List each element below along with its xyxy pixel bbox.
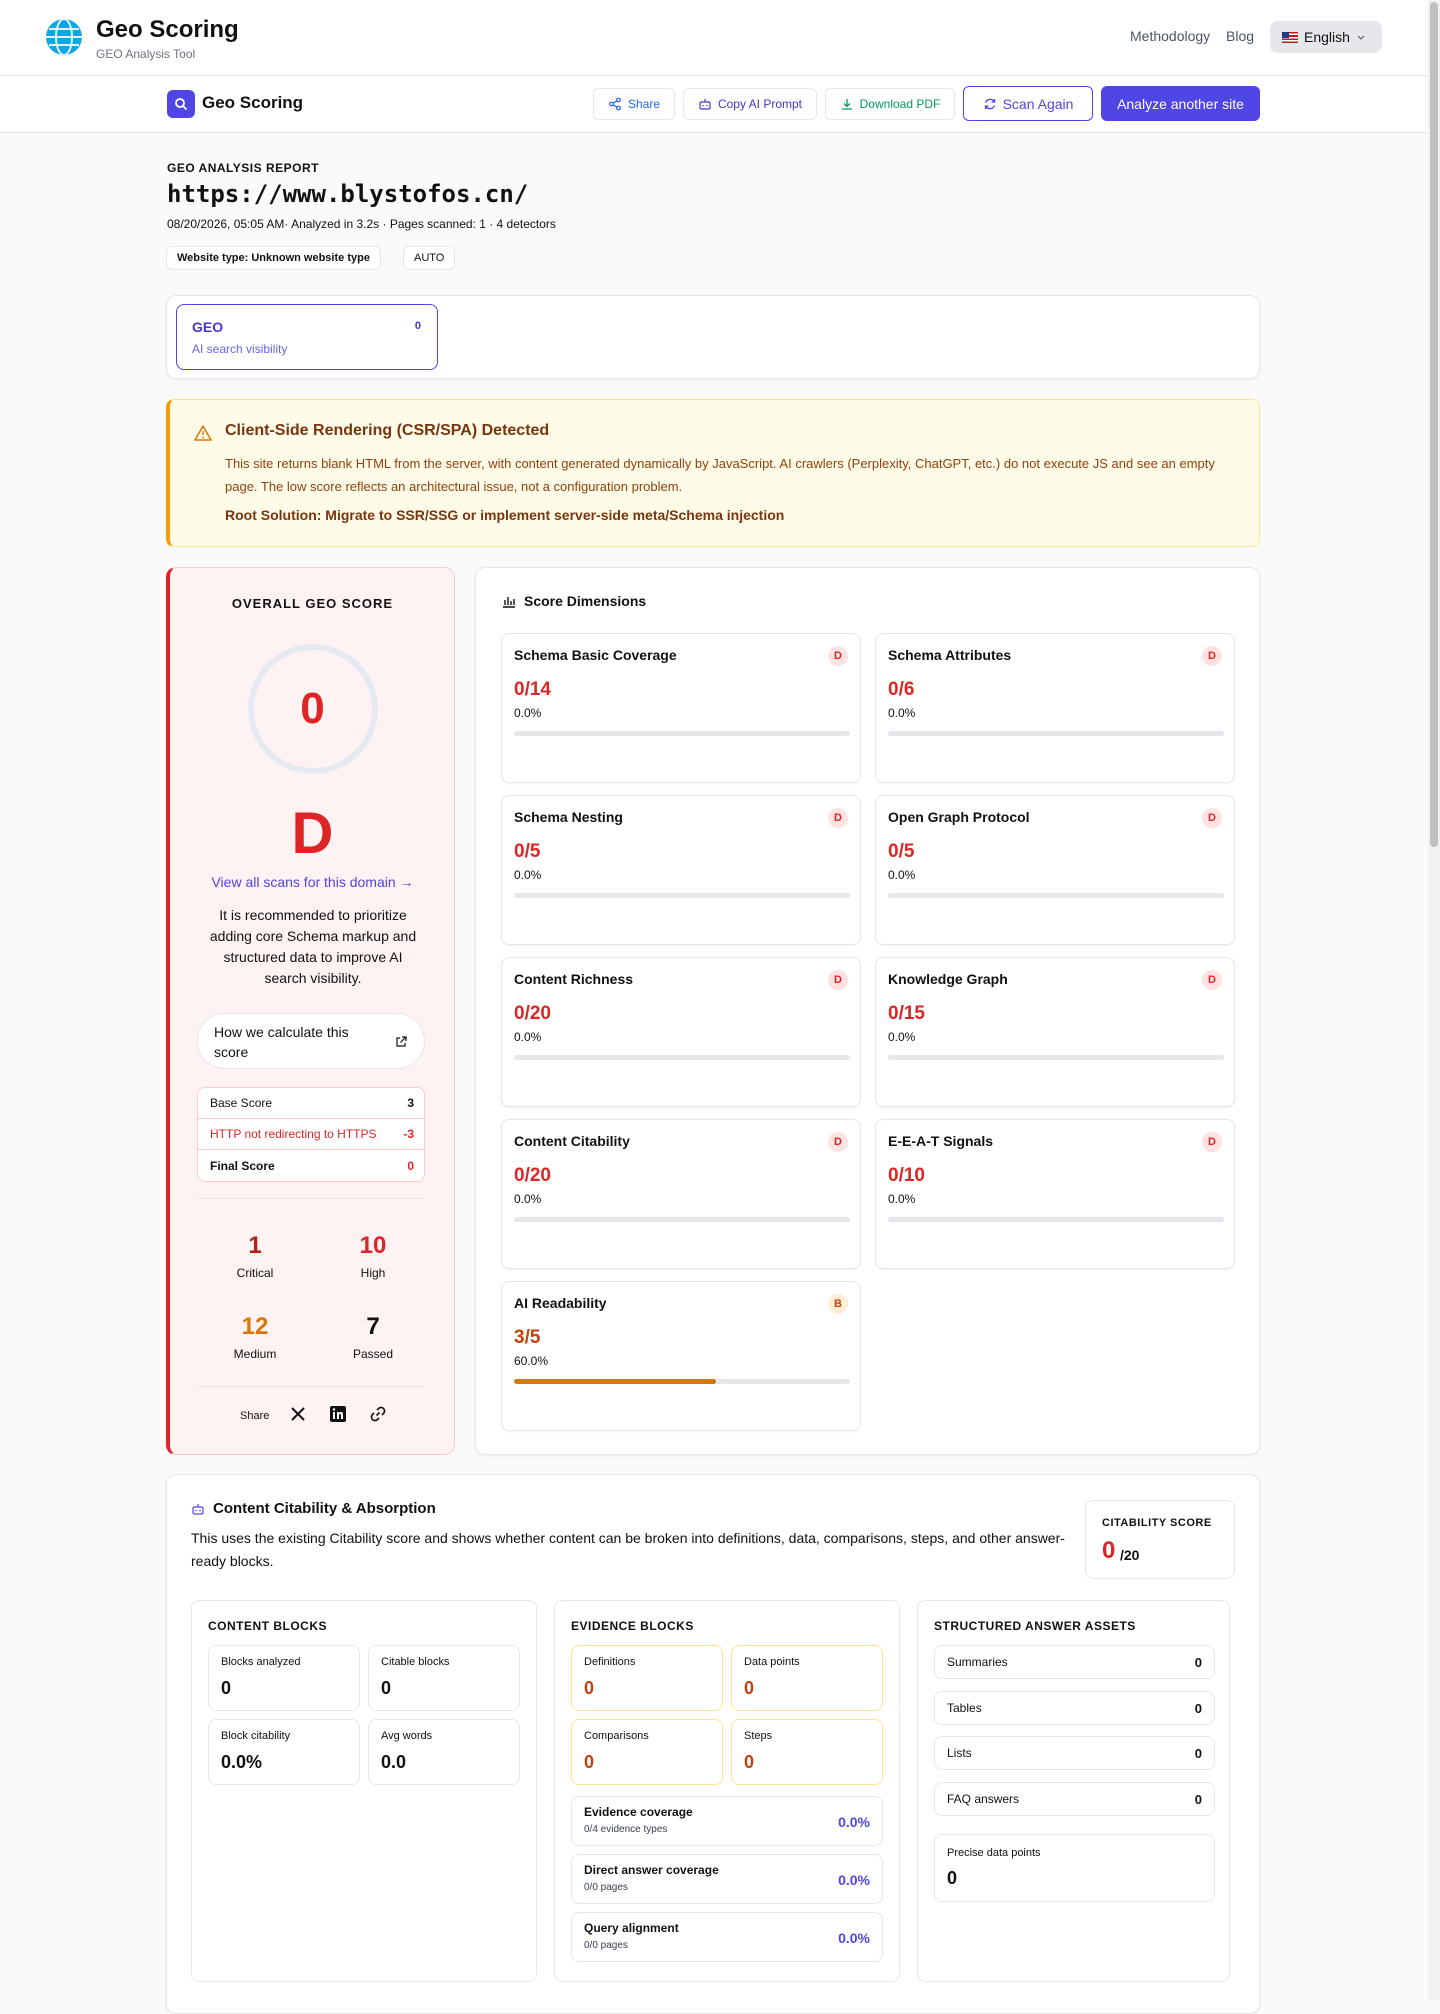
score-dimensions-card bbox=[475, 567, 1260, 1455]
report-url: https://www.blystofos.cn/ bbox=[167, 180, 529, 208]
metric-label: Blocks analyzed bbox=[221, 1656, 301, 1668]
dimension-grade-badge: D bbox=[1202, 1132, 1222, 1152]
scan-again-label: Scan Again bbox=[1002, 95, 1074, 112]
query-alignment-row bbox=[571, 1912, 883, 1962]
dimension-percent: 60.0% bbox=[514, 1354, 549, 1368]
breakdown-label: Base Score bbox=[210, 1096, 273, 1110]
analyze-label: Analyze another site bbox=[1117, 95, 1244, 112]
score-dimensions-title: Score Dimensions bbox=[524, 593, 647, 609]
asset-label: Tables bbox=[947, 1701, 982, 1715]
report-kicker: GEO ANALYSIS REPORT bbox=[167, 161, 319, 175]
dimension-name: Schema Nesting bbox=[514, 809, 623, 825]
dimension-score: 0/14 bbox=[514, 679, 551, 700]
breakdown-value: -3 bbox=[403, 1127, 414, 1141]
structured-assets-title: STRUCTURED ANSWER ASSETS bbox=[934, 1619, 1136, 1633]
dimension-name: AI Readability bbox=[514, 1295, 607, 1311]
robot-icon bbox=[191, 1502, 205, 1516]
dimension-card bbox=[501, 957, 861, 1107]
dimension-card bbox=[501, 795, 861, 945]
dimension-grade-badge: D bbox=[1202, 808, 1222, 828]
tab-geo[interactable] bbox=[176, 304, 438, 370]
dimension-card bbox=[875, 957, 1235, 1107]
metric-steps bbox=[731, 1719, 883, 1785]
warning-triangle-icon bbox=[194, 424, 212, 442]
dimension-grade-badge: D bbox=[1202, 646, 1222, 666]
dimension-percent: 0.0% bbox=[514, 1192, 542, 1206]
csr-warning-banner bbox=[166, 399, 1260, 547]
chevron-down-icon bbox=[1356, 32, 1366, 42]
warning-title: Client-Side Rendering (CSR/SPA) Detected bbox=[225, 422, 550, 439]
dimension-grade-badge: D bbox=[828, 1132, 848, 1152]
breakdown-label: Final Score bbox=[210, 1158, 275, 1173]
metric-value: 0 bbox=[381, 1678, 392, 1698]
coverage-label: Direct answer coverage bbox=[584, 1863, 719, 1877]
share-label: Share bbox=[240, 1410, 270, 1422]
dimension-percent: 0.0% bbox=[514, 1030, 542, 1044]
dimension-name: E-E-A-T Signals bbox=[888, 1133, 994, 1149]
metric-data-points bbox=[731, 1645, 883, 1711]
citability-score-box bbox=[1085, 1500, 1235, 1579]
report-toolbar bbox=[0, 77, 1428, 133]
dimension-progress-bar bbox=[888, 1217, 1224, 1222]
overall-score-value: 0 bbox=[300, 684, 325, 733]
dimension-score: 0/10 bbox=[888, 1165, 925, 1186]
search-logo-icon bbox=[167, 90, 195, 118]
dimension-grade-badge: D bbox=[1202, 970, 1222, 990]
metric-label: Avg words bbox=[381, 1730, 433, 1742]
stat-label: High bbox=[360, 1266, 386, 1280]
share-label: Share bbox=[627, 97, 661, 111]
overall-score-card bbox=[166, 567, 455, 1455]
nav-blog[interactable]: Blog bbox=[1226, 28, 1255, 44]
dimension-score: 0/20 bbox=[514, 1003, 551, 1024]
metric-label: Definitions bbox=[584, 1656, 636, 1668]
dimension-name: Schema Basic Coverage bbox=[514, 647, 677, 663]
metric-label: Steps bbox=[744, 1730, 773, 1742]
coverage-sub: 0/4 evidence types bbox=[584, 1824, 668, 1835]
warning-body: This site returns blank HTML from the server, with content generated dynamically by JavaScript. AI crawlers (Perplexity, ChatGPT, etc.) do not execute JS and see an empty page. The low score reflects an architectural issue, not a configuration problem. bbox=[225, 456, 1215, 494]
dimension-score: 0/5 bbox=[888, 841, 915, 862]
asset-tables bbox=[934, 1691, 1215, 1725]
refresh-icon bbox=[983, 97, 997, 111]
report-meta: 08/20/2026, 05:05 AM· Analyzed in 3.2s · Pages scanned: 1 · 4 detectors bbox=[167, 217, 556, 231]
content-blocks-panel bbox=[191, 1600, 537, 1982]
dimension-card bbox=[875, 1119, 1235, 1269]
metric-value: 0 bbox=[744, 1752, 755, 1772]
citability-description: This uses the existing Citability score and shows whether content can be broken into definitions, data, comparisons, steps, and other answer-ready blocks. bbox=[191, 1530, 1065, 1569]
metric-avg-words bbox=[368, 1719, 520, 1785]
dimension-progress-bar bbox=[888, 1055, 1224, 1060]
stat-label: Critical bbox=[236, 1266, 274, 1280]
link-icon[interactable] bbox=[368, 1404, 388, 1424]
app-title[interactable]: Geo Scoring bbox=[96, 16, 239, 43]
stat-critical bbox=[200, 1232, 310, 1280]
dimension-percent: 0.0% bbox=[888, 1192, 916, 1206]
metric-citable-blocks bbox=[368, 1645, 520, 1711]
dimension-percent: 0.0% bbox=[888, 1030, 916, 1044]
coverage-sub: 0/0 pages bbox=[584, 1940, 628, 1951]
external-link-icon bbox=[394, 1035, 408, 1049]
warning-solution: Root Solution: Migrate to SSR/SSG or implement server-side meta/Schema injection bbox=[225, 507, 785, 523]
metric-value: 0.0 bbox=[381, 1752, 407, 1772]
asset-summaries bbox=[934, 1645, 1215, 1679]
dimension-card bbox=[501, 1119, 861, 1269]
metric-value: 0 bbox=[744, 1678, 755, 1698]
asset-value: 0 bbox=[1194, 1745, 1202, 1761]
coverage-value: 0.0% bbox=[838, 1814, 870, 1830]
dimension-progress-bar bbox=[514, 1217, 850, 1222]
dimension-progress-bar bbox=[888, 893, 1224, 898]
dimension-score: 3/5 bbox=[514, 1327, 541, 1348]
stat-high bbox=[318, 1232, 428, 1280]
robot-icon bbox=[698, 97, 712, 111]
coverage-sub: 0/0 pages bbox=[584, 1882, 628, 1893]
score-breakdown-table bbox=[197, 1087, 425, 1182]
top-header bbox=[0, 0, 1428, 76]
stat-passed bbox=[318, 1313, 428, 1361]
download-pdf-label: Download PDF bbox=[859, 97, 941, 111]
dimension-progress-bar bbox=[514, 1379, 850, 1384]
metric-comparisons bbox=[571, 1719, 723, 1785]
language-label: English bbox=[1304, 29, 1350, 45]
dimension-progress-bar bbox=[514, 1055, 850, 1060]
breakdown-value: 3 bbox=[407, 1096, 414, 1110]
score-dimensions-header bbox=[502, 593, 646, 609]
toolbar-title[interactable]: Geo Scoring bbox=[202, 93, 304, 112]
asset-precise-data-points bbox=[934, 1834, 1215, 1902]
asset-value: 0 bbox=[947, 1868, 958, 1888]
tab-geo-score: 0 bbox=[414, 320, 421, 332]
us-flag-icon bbox=[1282, 32, 1298, 43]
dimension-name: Open Graph Protocol bbox=[888, 809, 1030, 825]
stat-value: 7 bbox=[366, 1313, 380, 1340]
evidence-blocks-panel bbox=[554, 1600, 900, 1982]
stat-value: 1 bbox=[248, 1232, 262, 1259]
stat-value: 10 bbox=[359, 1232, 387, 1259]
dimension-card bbox=[501, 1281, 861, 1431]
metric-value: 0 bbox=[584, 1752, 595, 1772]
citability-card bbox=[166, 1474, 1260, 2014]
dimension-name: Content Richness bbox=[514, 971, 634, 987]
asset-lists bbox=[934, 1736, 1215, 1770]
breakdown-label: HTTP not redirecting to HTTPS bbox=[210, 1127, 377, 1141]
asset-label: FAQ answers bbox=[947, 1792, 1020, 1806]
asset-value: 0 bbox=[1194, 1700, 1202, 1716]
evidence-coverage-row bbox=[571, 1796, 883, 1846]
breakdown-row-https bbox=[198, 1119, 425, 1150]
structured-assets-panel bbox=[917, 1600, 1230, 1982]
overall-grade: D bbox=[291, 801, 334, 866]
coverage-value: 0.0% bbox=[838, 1872, 870, 1888]
scrollbar-thumb[interactable] bbox=[1430, 2, 1438, 847]
stat-medium bbox=[200, 1313, 310, 1361]
dimension-score: 0/6 bbox=[888, 679, 915, 700]
dimension-percent: 0.0% bbox=[888, 706, 916, 720]
download-pdf-button[interactable] bbox=[825, 88, 955, 120]
dimension-grade-badge: D bbox=[828, 808, 848, 828]
download-icon bbox=[840, 97, 854, 111]
evidence-blocks-title: EVIDENCE BLOCKS bbox=[571, 1619, 694, 1633]
content-blocks-title: CONTENT BLOCKS bbox=[208, 1619, 327, 1633]
score-recommendation: It is recommended to prioritize adding core Schema markup and structured data to improve AI search visibility. bbox=[209, 907, 417, 986]
metric-value: 0 bbox=[221, 1678, 232, 1698]
metric-label: Block citability bbox=[221, 1730, 291, 1742]
auto-badge: AUTO bbox=[403, 246, 455, 270]
dimension-grade-badge: D bbox=[828, 970, 848, 990]
coverage-label: Query alignment bbox=[584, 1921, 679, 1935]
dimension-percent: 0.0% bbox=[514, 706, 542, 720]
how-we-calculate-button[interactable] bbox=[197, 1013, 425, 1069]
dimension-name: Content Citability bbox=[514, 1133, 630, 1149]
linkedin-icon[interactable] bbox=[328, 1404, 348, 1424]
metric-definitions bbox=[571, 1645, 723, 1711]
metric-blocks-analyzed bbox=[208, 1645, 360, 1711]
dimension-progress-bar bbox=[888, 731, 1224, 736]
direct-answer-coverage-row bbox=[571, 1854, 883, 1904]
divider bbox=[197, 1386, 425, 1387]
stat-label: Passed bbox=[352, 1347, 394, 1361]
metric-label: Data points bbox=[744, 1656, 800, 1668]
dimension-score: 0/5 bbox=[514, 841, 541, 862]
metric-label: Citable blocks bbox=[381, 1656, 450, 1668]
share-icon bbox=[608, 97, 622, 111]
website-type-badge: Website type: Unknown website type bbox=[166, 246, 381, 270]
copy-ai-prompt-button[interactable] bbox=[683, 88, 817, 120]
dimension-progress-fill bbox=[514, 1379, 716, 1384]
how-we-calculate-label: How we calculate this score bbox=[214, 1024, 349, 1060]
language-select[interactable] bbox=[1270, 21, 1382, 53]
dimension-percent: 0.0% bbox=[888, 868, 916, 882]
metric-block-citability bbox=[208, 1719, 360, 1785]
dimension-score: 0/20 bbox=[514, 1165, 551, 1186]
divider bbox=[197, 1198, 425, 1199]
dimension-progress-bar bbox=[514, 731, 850, 736]
copy-ai-prompt-label: Copy AI Prompt bbox=[717, 97, 803, 111]
citability-score-label: CITABILITY SCORE bbox=[1102, 1517, 1212, 1529]
asset-label: Lists bbox=[947, 1746, 972, 1760]
overall-score-label: OVERALL GEO SCORE bbox=[231, 596, 394, 611]
nav-methodology[interactable]: Methodology bbox=[1130, 28, 1211, 44]
citability-title: Content Citability & Absorption bbox=[213, 1500, 436, 1517]
dimension-card bbox=[875, 633, 1235, 783]
asset-value: 0 bbox=[1194, 1791, 1202, 1807]
citability-header bbox=[191, 1500, 436, 1517]
analyze-another-site-button[interactable] bbox=[1101, 86, 1260, 121]
app-subtitle: GEO Analysis Tool bbox=[96, 47, 196, 61]
asset-label: Precise data points bbox=[947, 1847, 1041, 1859]
tab-geo-subtitle: AI search visibility bbox=[192, 342, 288, 356]
asset-faq-answers bbox=[934, 1782, 1215, 1816]
dimension-card bbox=[501, 633, 861, 783]
dimension-percent: 0.0% bbox=[514, 868, 542, 882]
dimension-score: 0/15 bbox=[888, 1003, 925, 1024]
metric-value: 0.0% bbox=[221, 1752, 263, 1772]
dimension-grade-badge: B bbox=[828, 1294, 848, 1314]
share-button[interactable] bbox=[593, 88, 675, 120]
tab-geo-title: GEO bbox=[192, 319, 224, 335]
asset-value: 0 bbox=[1194, 1654, 1202, 1670]
scan-again-button[interactable] bbox=[963, 86, 1093, 121]
breakdown-row-base bbox=[198, 1088, 425, 1119]
dimension-progress-bar bbox=[514, 893, 850, 898]
globe-icon bbox=[44, 17, 84, 57]
citability-score-max: /20 bbox=[1120, 1547, 1140, 1563]
coverage-value: 0.0% bbox=[838, 1930, 870, 1946]
dimension-card bbox=[875, 795, 1235, 945]
dimension-name: Schema Attributes bbox=[888, 647, 1012, 663]
x-twitter-icon[interactable] bbox=[288, 1404, 308, 1424]
dimension-grade-badge: D bbox=[828, 646, 848, 666]
stat-label: Medium bbox=[233, 1347, 277, 1361]
metric-value: 0 bbox=[584, 1678, 595, 1698]
dimension-name: Knowledge Graph bbox=[888, 971, 1008, 987]
breakdown-value: 0 bbox=[407, 1158, 414, 1173]
view-all-scans-link[interactable]: View all scans for this domain → bbox=[211, 874, 414, 890]
citability-score-value: 0 bbox=[1102, 1537, 1116, 1564]
breakdown-row-final bbox=[198, 1150, 425, 1181]
metric-label: Comparisons bbox=[584, 1730, 649, 1742]
stat-value: 12 bbox=[241, 1313, 269, 1340]
coverage-label: Evidence coverage bbox=[584, 1805, 693, 1819]
bar-chart-icon bbox=[502, 594, 516, 608]
asset-label: Summaries bbox=[947, 1655, 1008, 1669]
